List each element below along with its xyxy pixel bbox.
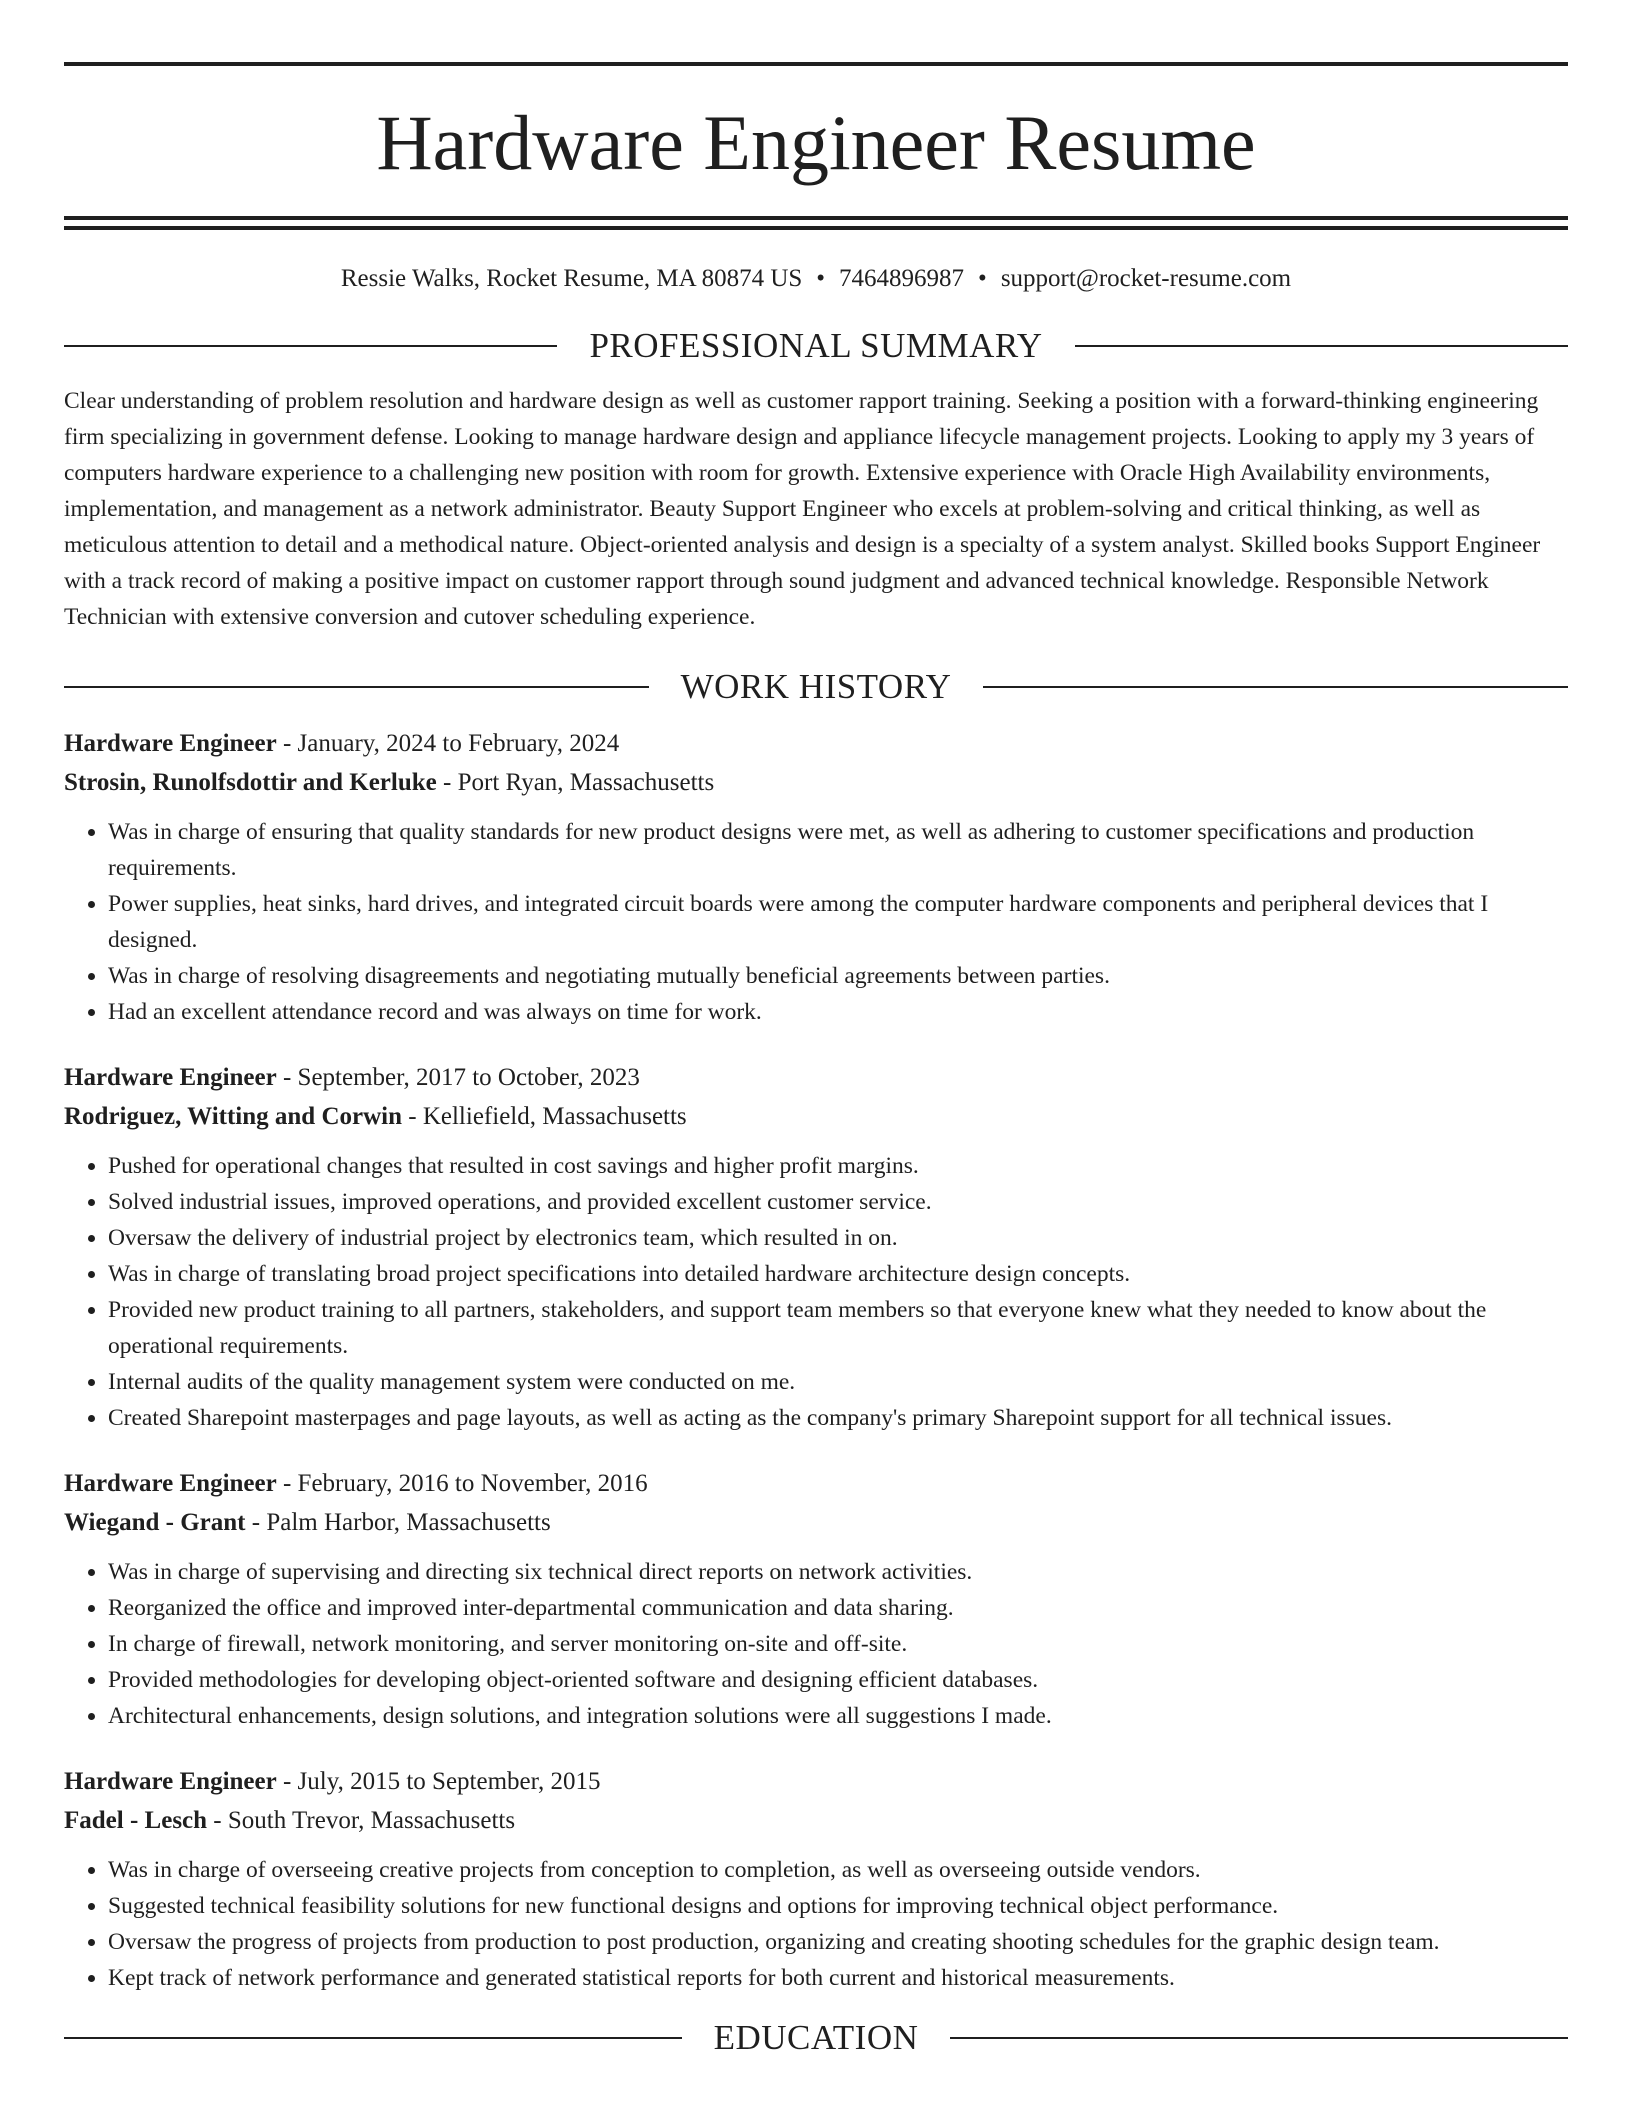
heading-rule-left bbox=[64, 345, 557, 347]
job-entry bbox=[64, 1464, 1568, 1734]
job-company-line bbox=[64, 1097, 1568, 1136]
heading-rule-right bbox=[983, 686, 1568, 688]
summary-heading bbox=[64, 328, 1568, 363]
job-dates: - February, 2016 to November, 2016 bbox=[276, 1470, 648, 1497]
job-bullet: • Architectural enhancements, design solutions, and integration solutions were all suggestions I made. bbox=[108, 1698, 1568, 1734]
job-dates: - January, 2024 to February, 2024 bbox=[276, 730, 620, 757]
job-company-line bbox=[64, 1503, 1568, 1542]
job-bullet: • Created Sharepoint masterpages and page layouts, as well as acting as the company's primary Sharepoint support for all technical issues. bbox=[108, 1400, 1568, 1436]
job-bullet: • Reorganized the office and improved inter-departmental communication and data sharing. bbox=[108, 1590, 1568, 1626]
title-rule-lower bbox=[64, 226, 1568, 230]
job-bullet: • Suggested technical feasibility solutions for new functional designs and options for improving technical object performance. bbox=[108, 1888, 1568, 1924]
job-dates: - July, 2015 to September, 2015 bbox=[276, 1768, 601, 1795]
heading-rule-right bbox=[950, 2037, 1568, 2039]
education-heading bbox=[64, 2020, 1568, 2055]
contact-separator: • bbox=[978, 265, 987, 292]
job-location: - South Trevor, Massachusetts bbox=[207, 1807, 516, 1834]
professional-summary: Clear understanding of problem resolution and hardware design as well as customer rapport training. Seeking a position with a forward-thinking engineering firm specializing in government defense. Looking to manage hardware design and appliance lifecycle management projects. Looking to apply my 3 years of computers hardware experience to a challenging new position with room for growth. Extensive experience with Oracle High Availability environments, implementation, and management as a network administrator. Beauty Support Engineer who excels at problem-solving and critical thinking, as well as meticulous attention to detail and a methodical nature. Object-oriented analysis and design is a specialty of a system analyst. Skilled books Support Engineer with a track record of making a positive impact on customer rapport through sound judgment and advanced technical knowledge. Responsible Network Technician with extensive conversion and cutover scheduling experience. bbox=[64, 388, 1541, 630]
job-company-line bbox=[64, 1801, 1568, 1840]
job-title-line bbox=[64, 1762, 1568, 1801]
job-company: Strosin, Runolfsdottir and Kerluke bbox=[64, 769, 437, 796]
job-title-line bbox=[64, 724, 1568, 763]
summary-heading-label: PROFESSIONAL SUMMARY bbox=[589, 326, 1043, 365]
job-bullets bbox=[64, 1852, 1568, 1996]
job-bullets bbox=[64, 1554, 1568, 1734]
education-heading-label: EDUCATION bbox=[713, 2018, 919, 2057]
job-title-line bbox=[64, 1464, 1568, 1503]
job-bullet: • Oversaw the delivery of industrial project by electronics team, which resulted in on. bbox=[108, 1220, 1568, 1256]
contact-address: Ressie Walks, Rocket Resume, MA 80874 US bbox=[340, 265, 803, 292]
job-bullet: • Kept track of network performance and generated statistical reports for both current and historical measurements. bbox=[108, 1960, 1568, 1996]
job-bullets bbox=[64, 1148, 1568, 1436]
job-location: - Port Ryan, Massachusetts bbox=[436, 769, 715, 796]
contact-separator: • bbox=[816, 265, 826, 292]
job-company: Rodriguez, Witting and Corwin bbox=[64, 1103, 403, 1130]
page-title: Hardware Engineer Resume bbox=[376, 99, 1256, 186]
job-company: Wiegand - Grant bbox=[64, 1509, 246, 1536]
job-title-line bbox=[64, 1058, 1568, 1097]
job-title: Hardware Engineer bbox=[64, 730, 277, 757]
work-history-list bbox=[64, 724, 1568, 1996]
contact-email: support@rocket-resume.com bbox=[1000, 265, 1292, 292]
job-entry bbox=[64, 724, 1568, 1030]
job-bullet: • Oversaw the progress of projects from production to post production, organizing and creating shooting schedules for the graphic design team. bbox=[108, 1924, 1568, 1960]
top-rule bbox=[64, 62, 1568, 66]
job-location: - Palm Harbor, Massachusetts bbox=[245, 1509, 551, 1536]
work-history-heading bbox=[64, 669, 1568, 704]
job-title: Hardware Engineer bbox=[64, 1470, 277, 1497]
job-bullet: • Was in charge of resolving disagreements and negotiating mutually beneficial agreements between parties. bbox=[108, 958, 1568, 994]
heading-rule-right bbox=[1075, 345, 1568, 347]
job-bullet: • Internal audits of the quality management system were conducted on me. bbox=[108, 1364, 1568, 1400]
job-bullet: • Provided methodologies for developing object-oriented software and designing efficient databases. bbox=[108, 1662, 1568, 1698]
job-bullet: • In charge of firewall, network monitoring, and server monitoring on-site and off-site. bbox=[108, 1626, 1568, 1662]
job-location: - Kelliefield, Massachusetts bbox=[402, 1103, 687, 1130]
heading-rule-left bbox=[64, 686, 649, 688]
job-bullet: • Was in charge of ensuring that quality standards for new product designs were met, as well as adhering to customer specifications and production requirements. bbox=[108, 814, 1568, 886]
job-company-line bbox=[64, 763, 1568, 802]
job-bullet: • Power supplies, heat sinks, hard drives, and integrated circuit boards were among the computer hardware components and peripheral devices that I designed. bbox=[108, 886, 1568, 958]
job-bullet: • Was in charge of supervising and directing six technical direct reports on network activities. bbox=[108, 1554, 1568, 1590]
job-bullet: • Solved industrial issues, improved operations, and provided excellent customer service. bbox=[108, 1184, 1568, 1220]
job-bullet: • Provided new product training to all partners, stakeholders, and support team members so that everyone knew what they needed to know about the operational requirements. bbox=[108, 1292, 1568, 1364]
job-company: Fadel - Lesch bbox=[64, 1807, 208, 1834]
job-dates: - September, 2017 to October, 2023 bbox=[276, 1064, 640, 1091]
job-entry bbox=[64, 1762, 1568, 1996]
job-bullet: • Was in charge of translating broad project specifications into detailed hardware architecture design concepts. bbox=[108, 1256, 1568, 1292]
job-entry bbox=[64, 1058, 1568, 1436]
title-rule-upper bbox=[64, 216, 1568, 220]
contact-line bbox=[64, 264, 1568, 294]
heading-rule-left bbox=[64, 2037, 682, 2039]
work-history-heading-label: WORK HISTORY bbox=[680, 667, 952, 706]
job-bullet: • Was in charge of overseeing creative projects from conception to completion, as well as overseeing outside vendors. bbox=[108, 1852, 1568, 1888]
job-bullet: • Pushed for operational changes that resulted in cost savings and higher profit margins. bbox=[108, 1148, 1568, 1184]
job-bullet: • Had an excellent attendance record and was always on time for work. bbox=[108, 994, 1568, 1030]
contact-phone: 7464896987 bbox=[839, 265, 965, 292]
job-title: Hardware Engineer bbox=[64, 1064, 277, 1091]
job-title: Hardware Engineer bbox=[64, 1768, 277, 1795]
job-bullets bbox=[64, 814, 1568, 1030]
